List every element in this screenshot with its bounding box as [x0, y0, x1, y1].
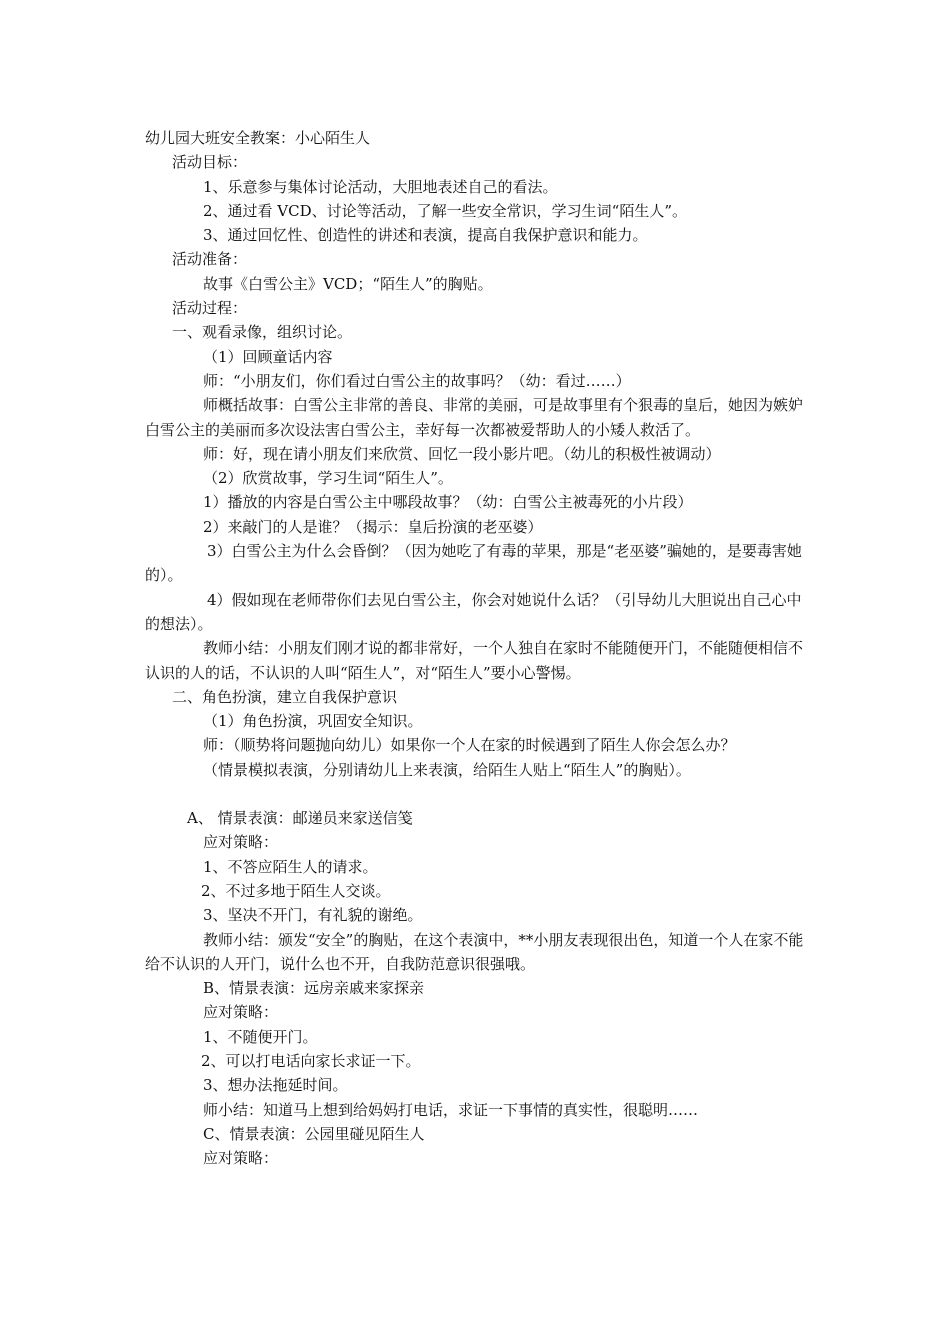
paragraph: 师小结：知道马上想到给妈妈打电话，求证一下事情的真实性，很聪明…… [203, 1100, 699, 1119]
paragraph: （1）角色扮演，巩固安全知识。 [203, 712, 423, 731]
paragraph: 2、不过多地于陌生人交谈。 [201, 881, 391, 900]
paragraph: 故事《白雪公主》VCD；“陌生人”的胸贴。 [203, 274, 493, 293]
paragraph: 师：“小朋友们，你们看过白雪公主的故事吗？（幼：看过……） [203, 371, 631, 390]
paragraph: C、情景表演：公园里碰见陌生人 [203, 1124, 425, 1143]
paragraph: A、 情景表演：邮递员来家送信笺 [187, 809, 413, 828]
document-title: 幼儿园大班安全教案：小心陌生人 [145, 129, 371, 147]
paragraph: 1、不答应陌生人的请求。 [203, 857, 378, 876]
paragraph: （2）欣赏故事，学习生词“陌生人”。 [203, 469, 453, 488]
paragraph: 二、角色扮演，建立自我保护意识 [172, 687, 398, 706]
paragraph: 2）来敲门的人是谁？（揭示：皇后扮演的老巫婆） [203, 517, 543, 536]
blank-line [145, 782, 807, 806]
paragraph: 教师小结：小朋友们刚才说的都非常好，一个人独自在家时不能随便开门，不能随便相信不认识的人的话，不认识的人叫“陌生人”，对“陌生人”要小心警惕。 [145, 639, 804, 682]
paragraph: 3、想办法拖延时间。 [203, 1076, 348, 1095]
paragraph: 1、乐意参与集体讨论活动，大胆地表述自己的看法。 [203, 177, 558, 196]
paragraph: 3、坚决不开门，有礼貌的谢绝。 [203, 906, 423, 925]
paragraph: 4）假如现在老师带你们去见白雪公主，你会对她说什么话？（引导幼儿大胆说出自己心中的想法）。 [145, 590, 802, 633]
paragraph: 1）播放的内容是白雪公主中哪段故事？（幼：白雪公主被毒死的小片段） [203, 493, 693, 512]
document-body [145, 126, 807, 1170]
paragraph: （情景模拟表演，分别请幼儿上来表演，给陌生人贴上“陌生人”的胸贴）。 [203, 760, 691, 779]
section-heading-goals: 活动目标： [172, 153, 248, 172]
paragraph: 3）白雪公主为什么会昏倒？（因为她吃了有毒的苹果，那是“老巫婆”骗她的，是要毒害她的）。 [145, 542, 802, 585]
paragraph: 师：（顺势将问题抛向幼儿）如果你一个人在家的时候遇到了陌生人你会怎么办？ [203, 736, 736, 755]
paragraph: 2、通过看 VCD、讨论等活动，了解一些安全常识，学习生词“陌生人”。 [203, 201, 687, 220]
paragraph: 教师小结：颁发“安全”的胸贴，在这个表演中，**小朋友表现很出色，知道一个人在家不能给不认识的人开门，说什么也不开，自我防范意识很强哦。 [145, 930, 804, 973]
section-heading-preparation: 活动准备： [172, 250, 248, 269]
paragraph: 3、通过回忆性、创造性的讲述和表演，提高自我保护意识和能力。 [203, 226, 648, 245]
paragraph: B、情景表演：远房亲戚来家探亲 [203, 979, 425, 998]
paragraph: 2、可以打电话向家长求证一下。 [201, 1051, 421, 1070]
paragraph: 一、观看录像，组织讨论。 [172, 323, 353, 342]
paragraph: （1）回顾童话内容 [203, 347, 333, 366]
paragraph: 师概括故事：白雪公主非常的善良、非常的美丽，可是故事里有个狠毒的皇后，她因为嫉妒白雪公主的美丽而多次设法害白雪公主，幸好每一次都被爱帮助人的小矮人救活了。 [145, 396, 804, 439]
paragraph: 1、不随便开门。 [203, 1027, 318, 1046]
paragraph: 师：好，现在请小朋友们来欣赏、回忆一段小影片吧。（幼儿的积极性被调动） [203, 444, 721, 463]
paragraph: 应对策略： [203, 1003, 279, 1022]
section-heading-process: 活动过程： [172, 299, 248, 318]
paragraph: 应对策略： [203, 833, 279, 852]
paragraph: 应对策略： [203, 1149, 279, 1168]
